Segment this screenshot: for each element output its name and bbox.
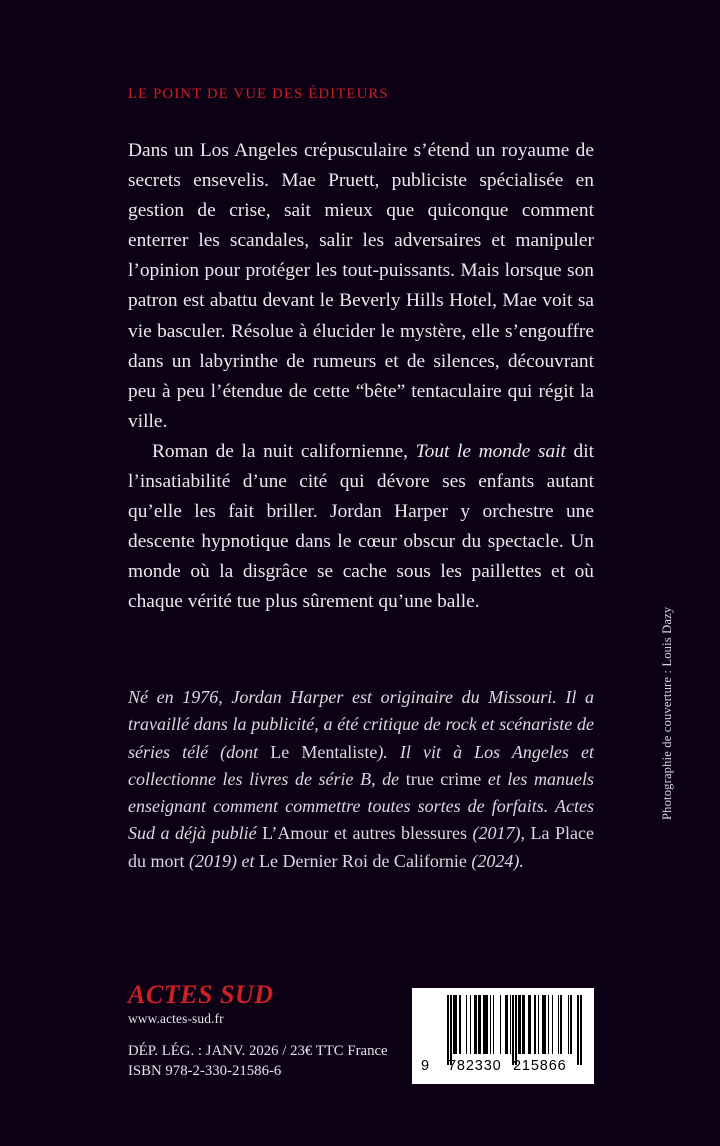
bio-seg-3: ). Il vit à Los Angeles et collectionne les livres de série B, de (128, 741, 594, 789)
actes-sud-logo: ACTES SUD (128, 980, 274, 1009)
bio-seg-7: (2017), (466, 823, 531, 844)
book-title-italic: Tout le monde sait (415, 440, 566, 462)
bio-seg-1: Né en 1976, Jordan Harper est originaire du Missouri. Il a travaillé dans la publicité, a été critique de rock et scénariste de séries télé (dont (128, 687, 594, 762)
editors-viewpoint-heading: LE POINT DE VUE DES ÉDITEURS (128, 86, 389, 102)
bio-seg-11: (2024). (466, 850, 524, 871)
biography-paragraph (128, 684, 594, 875)
bio-work-lamour: L’Amour et autres blessures (262, 823, 467, 844)
barcode-bars (421, 995, 585, 1054)
ean13-barcode (412, 988, 594, 1084)
barcode-digits (421, 1054, 585, 1074)
blurb-text (128, 136, 594, 618)
blurb-p2-tail: dit l’insatiabilité d’une cité qui dévore ses enfants autant qu’elle les fait briller. Jordan Harper y orchestre une descente hypnotique dans le cœur obscur du spectacle. Un monde où la disgrâce se cache sous les paillettes et où chaque vérité tue plus sûrement qu’une balle. (128, 440, 594, 613)
bio-work-le-dernier-roi: Le Dernier Roi de Californie (258, 850, 467, 871)
barcode-right-group: 215866 (513, 1058, 567, 1074)
barcode-lead-digit: 9 (421, 1058, 430, 1074)
bio-term-true-crime: true crime (405, 768, 482, 789)
legal-deposit-line: DÉP. LÉG. : JANV. 2026 / 23€ TTC France (128, 1043, 388, 1059)
bio-work-la-place-du-mort: La Place du mort (128, 823, 595, 871)
blurb-paragraph-2 (128, 437, 594, 618)
blurb-p2-lead: Roman de la nuit californienne, (152, 440, 416, 462)
isbn-line: ISBN 978-2-330-21586-6 (128, 1062, 282, 1079)
bio-seg-9: (2019) et (184, 850, 259, 871)
cover-photo-credit: Photographie de couverture : Louis Dazy (660, 606, 674, 820)
legal-info (128, 1042, 388, 1081)
author-biography (128, 684, 594, 875)
bio-work-le-mentaliste: Le Mentaliste (270, 741, 378, 762)
barcode-left-group: 782330 (448, 1058, 502, 1074)
blurb-paragraph-1: Dans un Los Angeles crépusculaire s’étend un royaume de secrets ensevelis. Mae Pruett, publiciste spécialisée en gestion de crise, sait mieux que quiconque comment enterrer les scandales, salir les adversaires et manipuler l’opinion pour protéger les tout-puissants. Mais lorsque son patron est abattu devant le Beverly Hills Hotel, Mae voit sa vie basculer. Résolue à élucider le mystère, elle s’engouffre dans un labyrinthe de rumeurs et de silences, découvrant peu à peu l’étendue de cette “bête” tentaculaire qui régit la ville. (128, 140, 594, 432)
bio-seg-5: et les manuels enseignant comment commettre toutes sortes de forfaits. Actes Sud a déjà publié (128, 768, 594, 844)
publisher-website[interactable]: www.actes-sud.fr (128, 1011, 224, 1026)
